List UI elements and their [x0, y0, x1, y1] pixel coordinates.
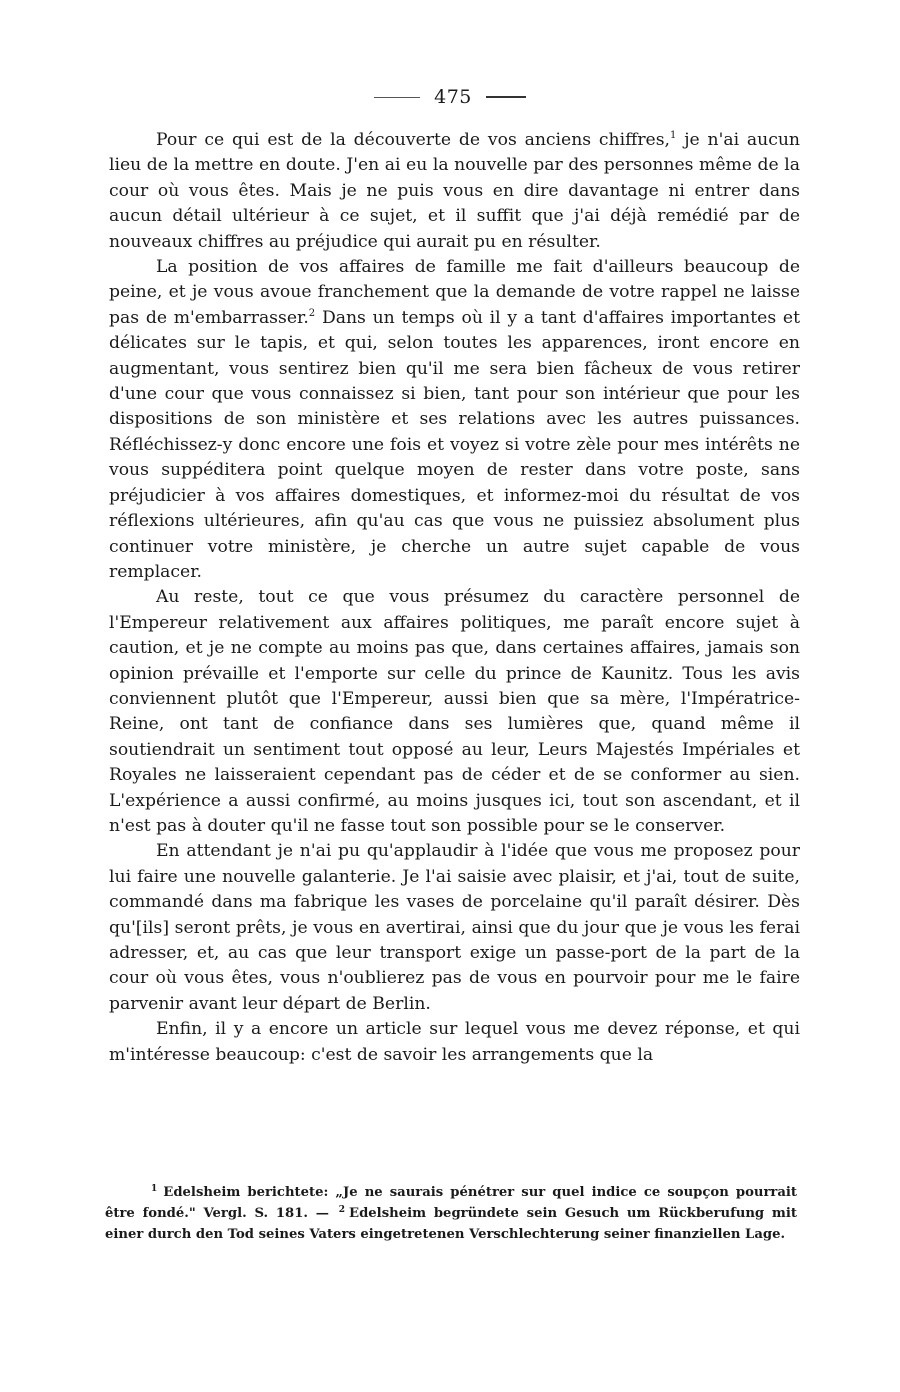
paragraph-2-text-a: La position de vos affaires de famille me fait d'ailleurs beaucoup de peine, et je vous avoue franchement que la demande de votre rappel ne laisse pas de m'embarrasser.	[109, 257, 800, 328]
footnote-2-text: Edelsheim begründete sein Gesuch um Rückberufung mit einer durch den Tod seines Vaters eingetretenen Verschlechterung seiner finanziellen Lage.	[105, 1206, 797, 1243]
main-text	[109, 128, 800, 1068]
footnote-1-text: Edelsheim berichtete: „Je ne saurais pénétrer sur quel indice ce soupçon pourrait être fondé." Vergl. S. 181. —	[105, 1185, 797, 1222]
paragraph-1-text-b: je n'ai aucun lieu de la mettre en doute. J'en ai eu la nouvelle par des personnes même de la cour où vous êtes. Mais je ne puis vous en dire davantage ni entrer dans aucun détail ultérieur à ce sujet, et il suffit que j'ai déjà remédié par de nouveaux chiffres au préjudice qui aurait pu en résulter.	[109, 130, 800, 252]
footnote-number-1: 1	[151, 1184, 158, 1194]
footnote-block	[105, 1182, 797, 1246]
page-header	[0, 86, 900, 108]
footnote-number-2: 2	[338, 1205, 346, 1216]
paragraph-2	[109, 255, 800, 585]
footnote-mark-1: 1	[670, 130, 677, 141]
footnote-mark-2: 2	[308, 307, 316, 319]
footnotes	[105, 1182, 797, 1246]
header-rule-left	[374, 97, 420, 98]
paragraph-4: En attendant je n'ai pu qu'applaudir à l'idée que vous me proposez pour lui faire une nouvelle galanterie. Je l'ai saisie avec plaisir, et j'ai, tout de suite, commandé dans ma fabrique les vases de porcelaine qu'il paraît désirer. Dès qu'[ils] seront prêts, je vous en avertirai, ainsi que du jour que je vous les ferai adresser, et, au cas que leur transport exige un passe-port de la part de la cour où vous êtes, vous n'oublierez pas de vous en pourvoir pour me le faire parvenir avant leur départ de Berlin.	[109, 841, 800, 1014]
paragraph-1-text-a: Pour ce qui est de la découverte de vos anciens chiffres,	[156, 130, 670, 150]
paragraph-3: Au reste, tout ce que vous présumez du caractère personnel de l'Empereur relativement aux affaires politiques, me paraît encore sujet à caution, et je ne compte au moins pas que, dans certaines affaires, jamais son opinion prévaille et l'emporte sur celle du prince de Kaunitz. Tous les avis conviennent plutôt que l'Empereur, aussi bien que sa mère, l'Impératrice-Reine, ont tant de confiance dans ses lumières que, quand même il soutiendrait un sentiment tout opposé au leur, Leurs Majestés Impériales et Royales ne laisseraient cependant pas de céder et de se conformer au sien. L'expérience a aussi confirmé, au moins jusques ici, tout son ascendant, et il n'est pas à douter qu'il ne fasse tout son possible pour se le conserver.	[109, 587, 800, 836]
paragraph-1	[109, 128, 800, 255]
page-number: 475	[434, 86, 472, 108]
header-rule-right	[486, 96, 526, 98]
paragraph-2-text-b: Dans un temps où il y a tant d'affaires importantes et délicates sur le tapis, et qui, selon toutes les apparences, iront encore en augmentant, vous sentirez bien qu'il me sera bien fâcheux de vous retirer d'une cour que vous connaissez si bien, tant pour son intérieur que pour les dispositions de son ministère et ses relations avec les autres puissances. Réfléchissez-y donc encore une fois et voyez si votre zèle pour mes intérêts ne vous suppéditera point quelque moyen de rester dans votre poste, sans préjudicier à vos affaires domestiques, et informez-moi du résultat de vos réflexions ultérieures, afin qu'au cas que vous ne puissiez absolument plus continuer votre ministère, je cherche un autre sujet capable de vous remplacer.	[109, 307, 800, 582]
paragraph-5: Enfin, il y a encore un article sur lequel vous me devez réponse, et qui m'intéresse beaucoup: c'est de savoir les arrangements que la	[109, 1019, 800, 1065]
